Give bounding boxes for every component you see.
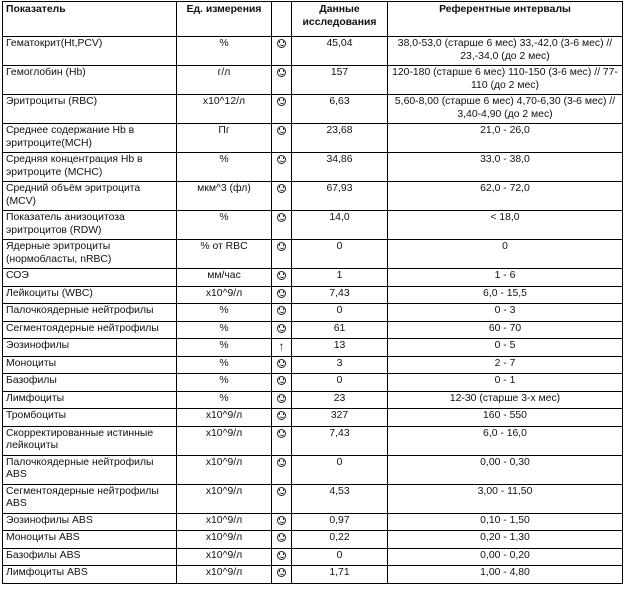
smiley-icon [277, 324, 286, 333]
status-flag [272, 95, 292, 124]
unit-cell: x10^12/л [177, 95, 272, 124]
status-flag [272, 356, 292, 374]
indicator-name: Моноциты ABS [3, 531, 177, 549]
result-value: 45,04 [292, 37, 388, 66]
reference-interval: 5,60-8,00 (старше 6 мес) 4,70-6,30 (3-6 мес) // 3,40-4,90 (до 2 мес) [388, 95, 623, 124]
indicator-name: Эозинофилы ABS [3, 513, 177, 531]
reference-interval: 0,00 - 0,20 [388, 548, 623, 566]
lab-results-table [2, 1, 623, 584]
smiley-icon [277, 155, 286, 164]
reference-interval: 12-30 (старше 3-х мес) [388, 391, 623, 409]
result-value: 0 [292, 374, 388, 392]
reference-interval: 0 - 3 [388, 304, 623, 322]
table-row [3, 321, 623, 339]
smiley-icon [277, 376, 286, 385]
arrow-up-icon: ↑ [278, 339, 285, 353]
status-flag [272, 37, 292, 66]
status-flag [272, 211, 292, 240]
status-flag [272, 269, 292, 287]
result-value: 23 [292, 391, 388, 409]
result-value: 6,63 [292, 95, 388, 124]
reference-interval: 1 - 6 [388, 269, 623, 287]
indicator-name: Гематокрит(Ht,PCV) [3, 37, 177, 66]
table-row [3, 391, 623, 409]
result-value: 0 [292, 304, 388, 322]
reference-interval: 3,00 - 11,50 [388, 484, 623, 513]
smiley-icon [277, 533, 286, 542]
header-unit: Ед. измерения [177, 2, 272, 37]
indicator-name: Тромбоциты [3, 409, 177, 427]
reference-interval: 0,20 - 1,30 [388, 531, 623, 549]
unit-cell: Пг [177, 124, 272, 153]
table-row [3, 426, 623, 455]
table-row [3, 513, 623, 531]
smiley-icon [277, 184, 286, 193]
indicator-name: Показатель анизоцитоза эритроцитов (RDW) [3, 211, 177, 240]
smiley-icon [277, 39, 286, 48]
result-value: 0 [292, 240, 388, 269]
smiley-icon [277, 271, 286, 280]
unit-cell: г/л [177, 66, 272, 95]
result-value: 7,43 [292, 286, 388, 304]
table-row [3, 484, 623, 513]
indicator-name: Базофилы [3, 374, 177, 392]
result-value: 1 [292, 269, 388, 287]
result-value: 67,93 [292, 182, 388, 211]
table-row [3, 153, 623, 182]
smiley-icon [277, 568, 286, 577]
reference-interval: 0 - 5 [388, 339, 623, 357]
indicator-name: Лимфоциты ABS [3, 566, 177, 584]
table-row [3, 548, 623, 566]
indicator-name: Гемоглобин (Hb) [3, 66, 177, 95]
unit-cell: x10^9/л [177, 426, 272, 455]
reference-interval: 1,00 - 4,80 [388, 566, 623, 584]
reference-interval: 2 - 7 [388, 356, 623, 374]
indicator-name: Эритроциты (RBC) [3, 95, 177, 124]
unit-cell: % [177, 374, 272, 392]
result-value: 0,22 [292, 531, 388, 549]
table-row [3, 566, 623, 584]
table-row [3, 37, 623, 66]
result-value: 1,71 [292, 566, 388, 584]
indicator-name: Лимфоциты [3, 391, 177, 409]
unit-cell: % от RBC [177, 240, 272, 269]
status-flag [272, 321, 292, 339]
reference-interval: 60 - 70 [388, 321, 623, 339]
status-flag [272, 240, 292, 269]
result-value: 3 [292, 356, 388, 374]
indicator-name: Среднее содержание Hb в эритроците(MCH) [3, 124, 177, 153]
result-value: 157 [292, 66, 388, 95]
smiley-icon [277, 411, 286, 420]
status-flag [272, 374, 292, 392]
status-flag [272, 531, 292, 549]
table-row [3, 269, 623, 287]
indicator-name: Палочкоядерные нейтрофилы ABS [3, 455, 177, 484]
indicator-name: Скорректированные истинные лейкоциты [3, 426, 177, 455]
status-flag [272, 182, 292, 211]
reference-interval: 33,0 - 38,0 [388, 153, 623, 182]
status-flag [272, 153, 292, 182]
result-value: 0,97 [292, 513, 388, 531]
indicator-name: СОЭ [3, 269, 177, 287]
indicator-name: Моноциты [3, 356, 177, 374]
smiley-icon [277, 306, 286, 315]
unit-cell: x10^9/л [177, 548, 272, 566]
status-flag [272, 566, 292, 584]
unit-cell: мкм^3 (фл) [177, 182, 272, 211]
table-row [3, 339, 623, 357]
indicator-name: Эозинофилы [3, 339, 177, 357]
reference-interval: 21,0 - 26,0 [388, 124, 623, 153]
reference-interval: 6,0 - 16,0 [388, 426, 623, 455]
status-flag [272, 286, 292, 304]
table-row [3, 455, 623, 484]
reference-interval: 62,0 - 72,0 [388, 182, 623, 211]
unit-cell: % [177, 391, 272, 409]
table-row [3, 356, 623, 374]
table-row [3, 124, 623, 153]
unit-cell: x10^9/л [177, 484, 272, 513]
smiley-icon [277, 213, 286, 222]
table-header-row [3, 2, 623, 37]
smiley-icon [277, 516, 286, 525]
table-row [3, 374, 623, 392]
indicator-name: Ядерные эритроциты (нормобласты, nRBC) [3, 240, 177, 269]
status-flag [272, 339, 292, 357]
table-row [3, 409, 623, 427]
reference-interval: 0,00 - 0,30 [388, 455, 623, 484]
result-value: 0 [292, 548, 388, 566]
reference-interval: 0,10 - 1,50 [388, 513, 623, 531]
result-value: 34,86 [292, 153, 388, 182]
indicator-name: Средняя концентрация Hb в эритроците (MCHC) [3, 153, 177, 182]
result-value: 61 [292, 321, 388, 339]
smiley-icon [277, 97, 286, 106]
table-row [3, 531, 623, 549]
result-value: 13 [292, 339, 388, 357]
unit-cell: x10^9/л [177, 409, 272, 427]
result-value: 327 [292, 409, 388, 427]
unit-cell: % [177, 339, 272, 357]
status-flag [272, 455, 292, 484]
smiley-icon [277, 551, 286, 560]
table-row [3, 240, 623, 269]
table-row [3, 211, 623, 240]
indicator-name: Сегментоядерные нейтрофилы ABS [3, 484, 177, 513]
table-row [3, 95, 623, 124]
indicator-name: Средний объём эритроцита (MCV) [3, 182, 177, 211]
unit-cell: % [177, 304, 272, 322]
smiley-icon [277, 458, 286, 467]
unit-cell: % [177, 37, 272, 66]
smiley-icon [277, 429, 286, 438]
reference-interval: 0 - 1 [388, 374, 623, 392]
result-value: 14,0 [292, 211, 388, 240]
table-row [3, 182, 623, 211]
reference-interval: 0 [388, 240, 623, 269]
table-row [3, 66, 623, 95]
table-row [3, 304, 623, 322]
unit-cell: мм/час [177, 269, 272, 287]
status-flag [272, 409, 292, 427]
indicator-name: Палочкоядерные нейтрофилы [3, 304, 177, 322]
status-flag [272, 124, 292, 153]
result-value: 4,53 [292, 484, 388, 513]
indicator-name: Сегментоядерные нейтрофилы [3, 321, 177, 339]
smiley-icon [277, 68, 286, 77]
status-flag [272, 426, 292, 455]
indicator-name: Лейкоциты (WBC) [3, 286, 177, 304]
indicator-name: Базофилы ABS [3, 548, 177, 566]
unit-cell: % [177, 321, 272, 339]
reference-interval: < 18,0 [388, 211, 623, 240]
smiley-icon [277, 394, 286, 403]
unit-cell: x10^9/л [177, 286, 272, 304]
unit-cell: x10^9/л [177, 455, 272, 484]
status-flag [272, 66, 292, 95]
status-flag [272, 548, 292, 566]
header-indicator: Показатель [3, 2, 177, 37]
status-flag [272, 304, 292, 322]
smiley-icon [277, 126, 286, 135]
header-reference: Референтные интервалы [388, 2, 623, 37]
reference-interval: 6,0 - 15,5 [388, 286, 623, 304]
status-flag [272, 484, 292, 513]
table-row [3, 286, 623, 304]
unit-cell: % [177, 211, 272, 240]
smiley-icon [277, 487, 286, 496]
reference-interval: 120-180 (старше 6 мес) 110-150 (3-6 мес) // 77-110 (до 2 мес) [388, 66, 623, 95]
header-value: Данные исследования [292, 2, 388, 37]
smiley-icon [277, 242, 286, 251]
reference-interval: 38,0-53,0 (старше 6 мес) 33,-42,0 (3-6 мес) // 23,-34,0 (до 2 мес) [388, 37, 623, 66]
smiley-icon [277, 359, 286, 368]
header-flag [272, 2, 292, 37]
unit-cell: x10^9/л [177, 566, 272, 584]
unit-cell: % [177, 153, 272, 182]
result-value: 7,43 [292, 426, 388, 455]
status-flag [272, 391, 292, 409]
result-value: 0 [292, 455, 388, 484]
unit-cell: % [177, 356, 272, 374]
unit-cell: x10^9/л [177, 531, 272, 549]
status-flag [272, 513, 292, 531]
result-value: 23,68 [292, 124, 388, 153]
reference-interval: 160 - 550 [388, 409, 623, 427]
smiley-icon [277, 289, 286, 298]
unit-cell: x10^9/л [177, 513, 272, 531]
